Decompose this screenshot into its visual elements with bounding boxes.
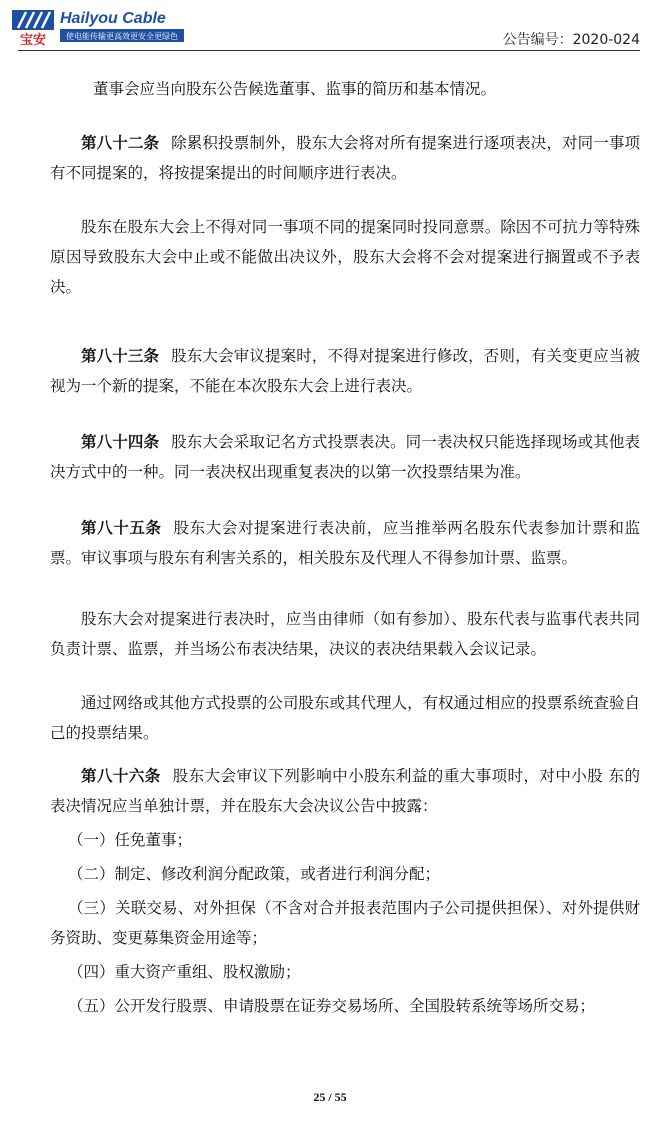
announcement-number: 公告编号：2020-024	[502, 32, 640, 48]
list-item: （四）重大资产重组、股权激励；	[68, 963, 301, 981]
article-86	[50, 761, 640, 1021]
list-item: （五）公开发行股票、申请股票在证券交易场所、全国股转系统等场所交易；	[68, 997, 596, 1015]
paragraph-text: 股东大会对提案进行表决前，应当推举两名股东代表参加计票和监票。审议事项与股东有利害关系的，相关股东及代理人不得参加计票、监票。	[50, 519, 640, 567]
list-item: （二）制定、修改利润分配政策，或者进行利润分配；	[68, 865, 441, 883]
paragraph-text: 股东在股东大会上不得对同一事项不同的提案同时投同意票。除因不可抗力等特殊原因导致股东大会中止或不能做出决议外，股东大会将不会对提案进行搁置或不予表决。	[50, 218, 640, 296]
article-83	[50, 341, 640, 401]
article-82	[50, 128, 640, 188]
paragraph-text: 董事会应当向股东公告候选董事、监事的简历和基本情况。	[93, 80, 497, 98]
paragraph-text: 股东大会采取记名方式投票表决。同一表决权只能选择现场或其他表决方式中的一种。同一表决权出现重复表决的以第一次投票结果为准。	[50, 433, 640, 481]
article-number: 第八十六条	[81, 766, 161, 785]
page-number: 25 / 55	[313, 1090, 347, 1104]
list-item: （一）任免董事；	[68, 831, 193, 849]
list-item: （三）关联交易、对外担保（不含对合并报表范围内子公司提供担保）、对外提供财务资助、变更募集资金用途等；	[50, 899, 640, 947]
company-logo	[12, 6, 187, 48]
paragraph	[50, 74, 640, 104]
article-number: 第八十五条	[81, 518, 162, 537]
paragraph	[50, 688, 640, 748]
paragraph	[50, 212, 640, 302]
logo-cn: 宝安	[19, 33, 47, 48]
paragraph-text: 股东大会对提案进行表决时，应当由律师（如有参加）、股东代表与监事代表共同负责计票、监票，并当场公布表决结果，决议的表决结果载入会议记录。	[50, 610, 640, 658]
article-84	[50, 427, 640, 487]
logo-emblem	[12, 10, 54, 48]
header-divider	[18, 50, 640, 51]
paragraph-text: 股东大会审议下列影响中小股东利益的重大事项时，对中小股 东的表决情况应当单独计票，并在股东大会决议公告中披露：	[50, 767, 640, 815]
article-number: 第八十二条	[81, 133, 160, 152]
logo-wordmark: Hailyou Cable	[60, 10, 166, 27]
logo-slogan: 使电能传输更高效更安全更绿色	[66, 32, 178, 41]
article-85	[50, 513, 640, 573]
paragraph-text: 除累积投票制外，股东大会将对所有提案进行逐项表决，对同一事项有不同提案的，将按提案提出的时间顺序进行表决。	[50, 134, 640, 182]
paragraph-text: 股东大会审议提案时，不得对提案进行修改，否则，有关变更应当被视为一个新的提案，不能在本次股东大会上进行表决。	[50, 347, 640, 395]
page-header	[0, 0, 660, 50]
article-number: 第八十三条	[81, 346, 160, 365]
paragraph	[50, 604, 640, 664]
article-number: 第八十四条	[81, 432, 160, 451]
paragraph-text: 通过网络或其他方式投票的公司股东或其代理人，有权通过相应的投票系统查验自己的投票结果。	[50, 694, 640, 742]
